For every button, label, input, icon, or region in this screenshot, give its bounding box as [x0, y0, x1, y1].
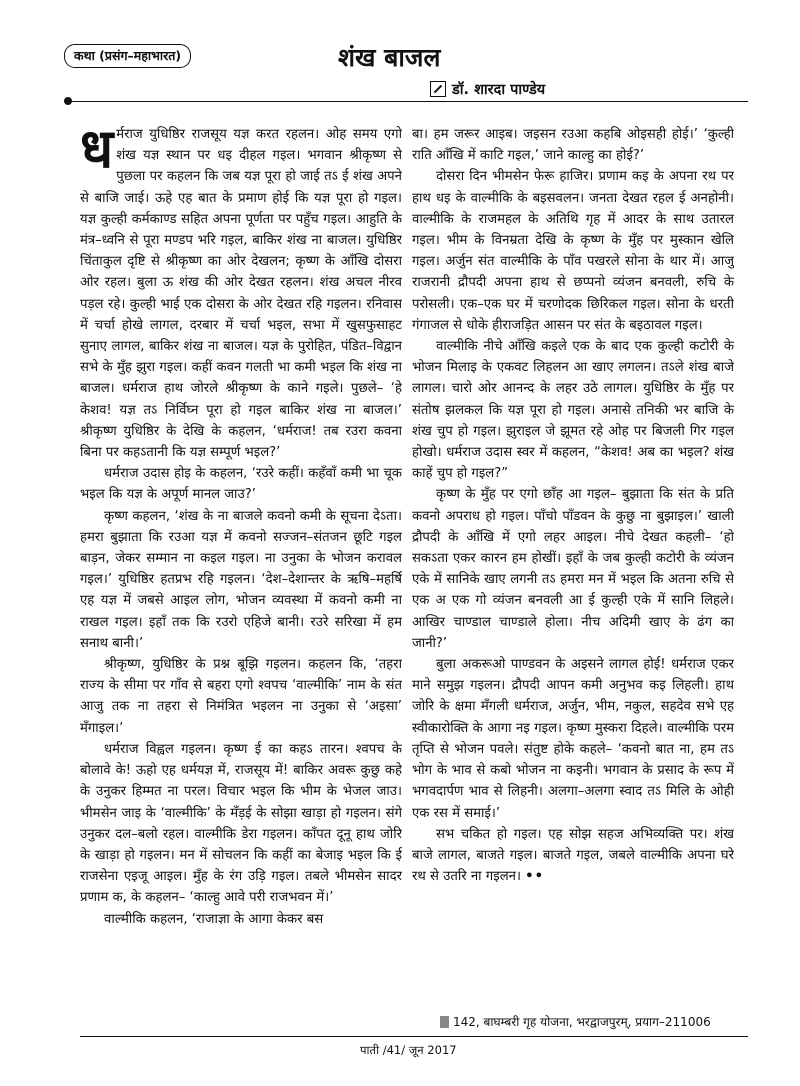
- author-name: डॉ. शारदा पाण्डेय: [452, 82, 546, 98]
- address-marker-icon: [440, 1016, 449, 1028]
- pen-icon: [430, 81, 446, 97]
- article-column-left: [80, 124, 402, 1014]
- end-marks: ••: [525, 869, 545, 885]
- author-address: [440, 1013, 711, 1030]
- article-paragraph: बा। हम जरूर आइब। जइसन रउआ कहबि ओइसही होई।’ ‘कुल्ही राति आँखि में काटि गइल,’ जाने काल्हु का होई?’: [412, 127, 734, 164]
- article-column-right: [412, 124, 734, 1014]
- article-paragraph: वाल्मीकि नीचे आँखि कइले एक के बाद एक कुल्ही कटोरी के भोजन मिलाइ के एकवट लिहलन आ खाए लगलन। तऽले शंख बाजे लागल। चारो ओर आनन्द के लहर उठे लागल। युधिष्ठिर के मुँह पर संतोष झलकल कि यज्ञ पूरा हो गइल। अनासे तनिकी भर बाजि के शंख चुप हो गइल। झुराइल जे झूमत रहे ओह पर बिजली गिर गइल होखो। धर्मराज उदास स्वर में कहलन, “केशव! अब का भइल? शंख काहें चुप हो गइल?”: [412, 339, 734, 482]
- page-footer: पाती /41/ जून 2017: [360, 1043, 457, 1057]
- article-paragraph: [80, 124, 402, 463]
- article-paragraph: कृष्ण के मुँह पर एगो छाँह आ गइल– बुझाता कि संत के प्रति कवनो अपराध हो गइल। पाँचो पाँडवन के कुछु ना बुझाइल।’ खाली द्रौपदी के आँखि में एगो लहर आइल। नीचे देखत कहली– ‘हो सकऽता एकर कारन हम होखीं। इहाँ के जब कुल्ही कटोरी के व्यंजन एके में सानिके खाए लगनी तऽ हमरा मन में भइल कि अतना रुचि से एक अ एक गो व्यंजन बनवली आ ई कुल्ही एके में सानि लिहले। आखिर चाण्डाल चाण्डाले होला। नीच अदिमी खाए के ढंग का जानी?’: [412, 487, 734, 651]
- paragraph-text: सभ चकित हो गइल। एह सोझ सहज अभिव्यक्ति पर। शंख बाजे लागल, बाजते गइल। बाजते गइल, जबले वाल्मीकि अपना घरे रथ से उतरि ना गइलन।: [412, 826, 734, 885]
- article-paragraph: [412, 824, 734, 888]
- article-title: शंख बाजल: [338, 43, 441, 72]
- address-text: 142, बाघम्बरी गृह योजना, भरद्वाजपुरम्, प्रयाग–211006: [453, 1015, 711, 1029]
- dropcap: ध: [80, 124, 114, 180]
- paragraph-text: र्मराज युधिष्ठिर राजसूय यज्ञ करत रहलन। ओह समय एगो शंख यज्ञ स्थान पर धइ दीहल गइल। भगवान श्रीकृष्ण से पुछला पर कहलन कि जब यज्ञ पूरा हो जाई तऽ ई शंख अपने से बाजि जाई। ऊहे एह बात के प्रमाण होई कि यज्ञ पूरा हो गइल। यज्ञ कुल्ही कर्मकाण्ड सहित अपना पूर्णता पर पहुँच गइल। आहुति के मंत्र–ध्वनि से पूरा मण्डप भरि गइल, बाकिर शंख ना बाजल। युधिष्ठिर चिंताकुल दृष्टि से श्रीकृष्ण का ओर देखलन; कृष्ण के आँखि दोसरा ओर रहल। बुला ऊ शंख की ओर देखत रहलन। शंख अचल नीरव पड़ल रहे। कुल्ही भाई एक दोसरा के ओर देखत रहि गइलन। रनिवास में चर्चा होखे लागल, दरबार में चर्चा भइल, सभा में खुसफुसाहट सुनाए लागल, बाकिर शंख ना बाजल। यज्ञ के पुरोहित, पंडित–विद्वान सभे के मुँह झुरा गइल। कहीं कवन गलती भा कमी भइल कि शंख ना बाजल। धर्मराज हाथ जोरले श्रीकृष्ण के काने गइले। पुछले– ‘हे केशव! यज्ञ तऽ निर्विघ्न पूरा हो गइल बाकिर शंख ना बाजल।’ श्रीकृष्ण युधिष्ठिर के देखि के कहलन, ‘धर्मराज! तब रउरा कवना बिना पर कहऽतानी कि यज्ञ सम्पूर्ण भइल?’: [80, 127, 402, 461]
- author-byline: [430, 79, 545, 99]
- article-paragraph: कृष्ण कहलन, ‘शंख के ना बाजले कवनो कमी के सूचना देऽता। हमरा बुझाता कि रउआ यज्ञ में कवनो सज्जन–संतजन छूटि गइल बाड़न, जेकर सम्मान ना कइल गइल। ना उनुका के भोजन करावल गइल।’ युधिष्ठिर हतप्रभ रहि गइलन। ‘देश–देशान्तर के ऋषि–महर्षि एह यज्ञ में जबसे आइल लोग, भोजन व्यवस्था में कवनो कमी ना राखल गइल। इहाँ तक कि रउरो एहिजे बानी। रउरे सरिखा में हम सनाथ बानी।’: [80, 508, 402, 651]
- article-paragraph: श्रीकृष्ण, युधिष्ठिर के प्रश्न बूझि गइलन। कहलन कि, ‘तहरा राज्य के सीमा पर गाँव से बहरा एगो श्वपच ‘वाल्मीकि’ नाम के संत आजु तक ना तहरा से निमंत्रित भइलन ना उनुका से ‘अइसा’ मँगाइल।’: [80, 657, 402, 736]
- article-paragraph: दोसरा दिन भीमसेन फेरू हाजिर। प्रणाम कइ के अपना रथ पर हाथ धइ के वाल्मीकि के बइसवलन। जनता देखत रहल ई अनहोनी। वाल्मीकि के राजमहल के अतिथि गृह में आदर के साथ उतारल गइल। भीम के विनम्रता देखि के कृष्ण के मुँह पर मुस्कान खेलि गइल। अर्जुन संत वाल्मीकि के पाँव पखरले सोना के थार में। आजु राजरानी द्रौपदी अपना हाथ से छप्पनो व्यंजन बनवली, रुचि के परोसली। एक–एक घर में चरणोदक छिरिकल गइल। सोना के धरती गंगाजल से धोके हीराजड़ित आसन पर संत के बइठावल गइल।: [412, 169, 734, 333]
- article-paragraph: बुला अकरूओ पाण्डवन के अइसने लागल होई! धर्मराज एकर माने समुझ गइलन। द्रौपदी आपन कमी अनुभव कइ लिहली। हाथ जोरि के क्षमा मँगली धर्मराज, अर्जुन, भीम, नकुल, सहदेव सभे एह स्वीकारोक्ति के आगा नइ गइल। कृष्ण मुस्करा दिहले। वाल्मीकि परम तृप्ति से भोजन पवले। संतुष्ट होके कहले– ‘कवनो बात ना, हम तऽ भोग के भाव से कबो भोजन ना कइनी। भगवान के प्रसाद के रूप में भगवदार्पण भाव से लिहनी। अलगा–अलगा स्वाद तऽ मिलि के ओही एक रस में समाई।’: [412, 657, 734, 821]
- footer-rule: [80, 1036, 748, 1037]
- category-label: कथा (प्रसंग–महाभारत): [64, 44, 191, 68]
- article-paragraph: वाल्मीकि कहलन, ‘राजाज्ञा के आगा केकर बस: [104, 911, 324, 927]
- article-paragraph: धर्मराज उदास होइ के कहलन, ‘रउरे कहीं। कहँवाँ कमी भा चूक भइल कि यज्ञ के अपूर्ण मानल जाउ?’: [80, 466, 402, 503]
- article-paragraph: धर्मराज विह्वल गइलन। कृष्ण ई का कहऽ तारन। श्वपच के बोलावे के! ऊहो एह धर्मयज्ञ में, राजसूय में! बाकिर अवरू कुछु कहे के उनुकर हिम्मत ना परल। विचार भइल कि भीम के भेजल जाउ। भीमसेन जाइ के ‘वाल्मीकि’ के मँड़ई के सोझा खाड़ा हो गइलन। संगे उनुकर दल–बलो रहल। वाल्मीकि डेरा गइलन। काँपत दूनू हाथ जोरि के खाड़ा हो गइलन। मन में सोचलन कि कहीं का बेजाइ भइल कि ई राजसेना एइजू आइल। मुँह के रंग उड़ि गइल। तबले भीमसेन सादर प्रणाम क, के कहलन– ‘काल्हु आवे परी राजभवन में।’: [80, 741, 402, 906]
- header-rule: [64, 101, 748, 102]
